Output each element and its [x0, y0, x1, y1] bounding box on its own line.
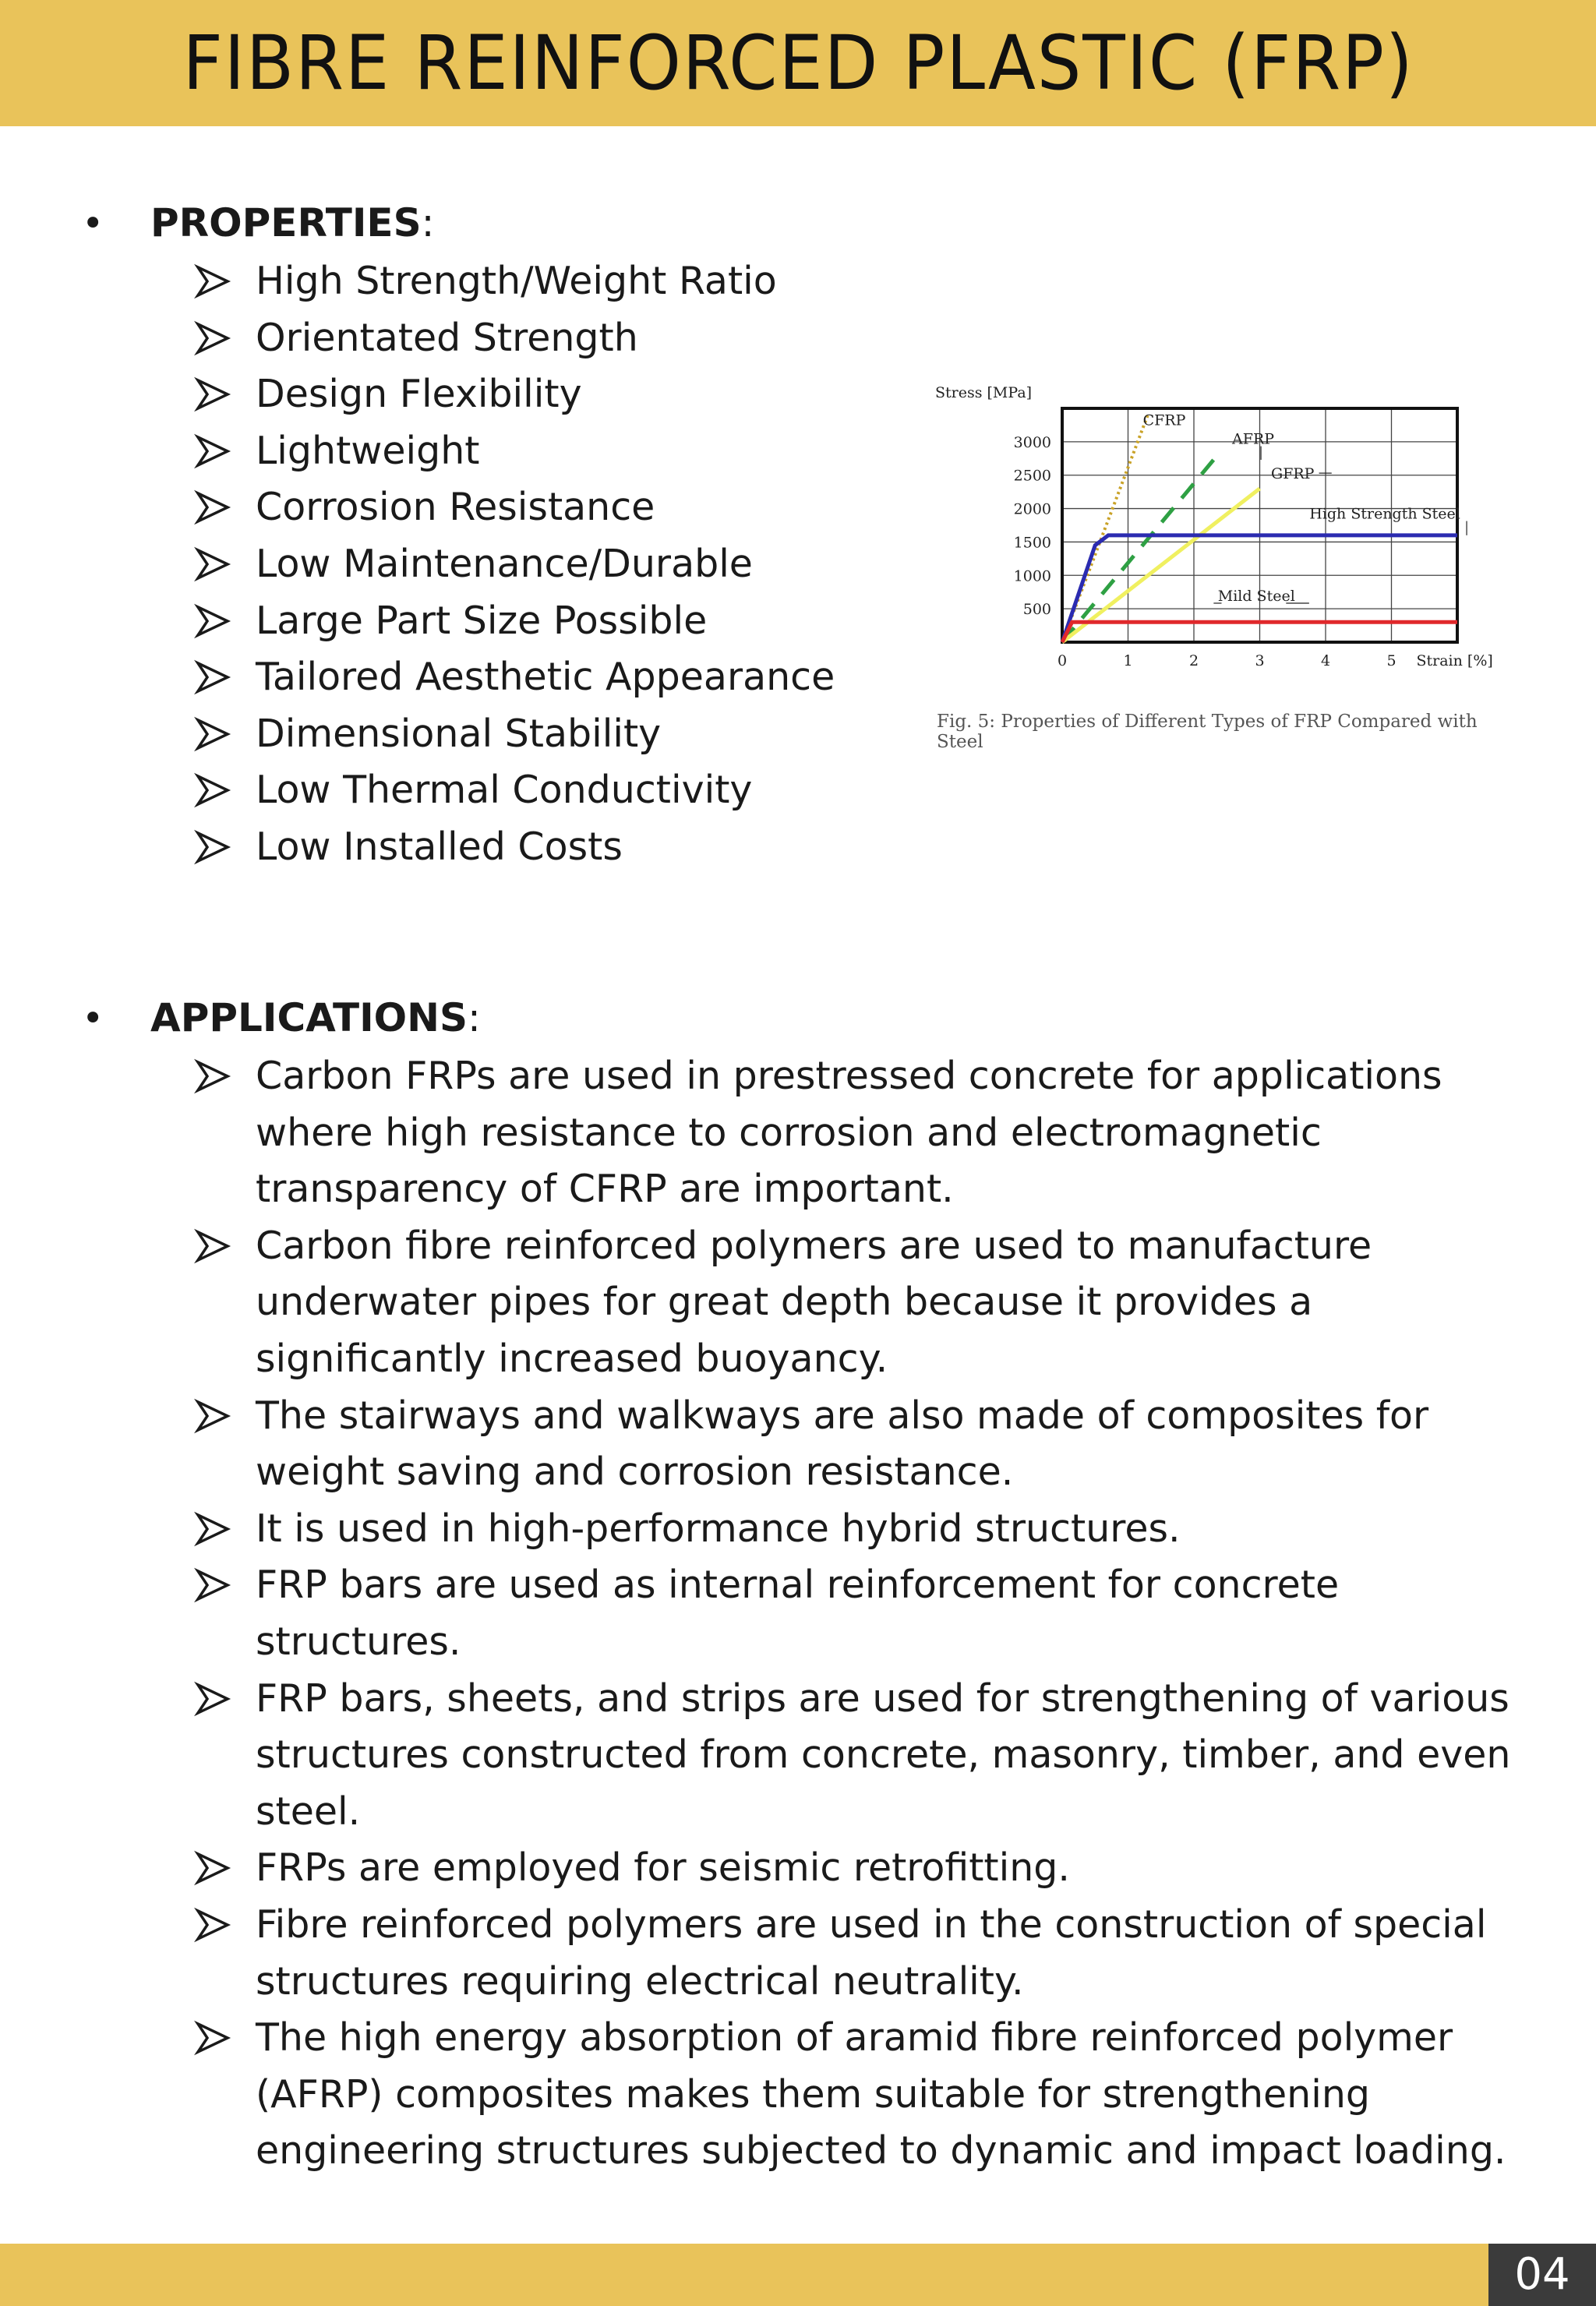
list-item-text: Fibre reinforced polymers are used in the construction of special structures requiring electrical neutrality. [256, 1902, 1487, 2004]
list-item-text: Low Installed Costs [256, 824, 623, 869]
arrow-bullet-icon [192, 1048, 238, 1104]
list-item-text: FRPs are employed for seismic retrofitting. [256, 1845, 1070, 1891]
list-item-text: High Strength/Weight Ratio [256, 259, 777, 303]
header-bar [0, 0, 1596, 126]
arrow-bullet-icon [192, 706, 238, 762]
x-tick-label: 3 [1255, 652, 1265, 669]
list-item [192, 706, 877, 763]
arrow-bullet-icon [192, 1557, 238, 1613]
arrow-bullet-icon [192, 366, 238, 422]
applications-list [192, 1048, 1532, 2180]
arrow-bullet-icon [192, 1501, 238, 1557]
series-annotation: High Strength Steel [1309, 505, 1460, 523]
list-item [192, 649, 877, 706]
x-axis-label: Strain [%] [1416, 652, 1493, 669]
list-item-text: Lightweight [256, 428, 480, 473]
y-axis-label: Stress [MPa] [935, 384, 1033, 401]
arrow-bullet-icon [192, 819, 238, 875]
arrow-bullet-icon [192, 1218, 238, 1274]
list-item [192, 1840, 1532, 1897]
y-tick-label: 1500 [1013, 534, 1051, 552]
arrow-bullet-icon [192, 593, 238, 649]
series-line-afrp [1062, 452, 1220, 642]
list-item [192, 1048, 1532, 1218]
list-item-text: The high energy absorption of aramid fibre reinforced polymer (AFRP) composites makes them suitable for strengthening engineering structures subjected to dynamic and impact loading. [256, 2015, 1506, 2174]
list-item [192, 1501, 1532, 1558]
applications-heading: • APPLICATIONS: [82, 990, 481, 1047]
list-item [192, 479, 877, 536]
x-tick-label: 5 [1386, 652, 1396, 669]
list-item-text: Large Part Size Possible [256, 598, 708, 643]
list-item-text: Dimensional Stability [256, 711, 662, 756]
series-annotation: AFRP [1232, 430, 1275, 448]
list-item-text: FRP bars, sheets, and strips are used for strengthening of various structures constructed from concrete, masonry, timber, and even steel. [256, 1676, 1511, 1834]
series-annotation: Mild Steel [1217, 588, 1295, 605]
list-item [192, 423, 877, 480]
x-tick-label: 0 [1057, 652, 1068, 669]
list-item [192, 1218, 1532, 1388]
x-tick-label: 2 [1188, 652, 1199, 669]
list-item [192, 1671, 1532, 1841]
list-item [192, 593, 877, 650]
y-tick-label: 3000 [1013, 433, 1051, 451]
list-item-text: Design Flexibility [256, 372, 582, 417]
bullet-icon: • [82, 997, 104, 1040]
list-item [192, 819, 877, 876]
arrow-bullet-icon [192, 310, 238, 366]
series-annotation: CFRP [1142, 411, 1186, 429]
arrow-bullet-icon [192, 1897, 238, 1953]
frp-figure [920, 374, 1527, 752]
arrow-bullet-icon [192, 2010, 238, 2066]
list-item [192, 253, 877, 310]
list-item-text: Low Thermal Conductivity [256, 768, 753, 813]
list-item [192, 762, 877, 819]
list-item [192, 1897, 1532, 2010]
properties-heading: • PROPERTIES: [82, 195, 434, 252]
list-item-text: Carbon FRPs are used in prestressed concrete for applications where high resistance to corrosion and electromagnetic transparency of CFRP are important. [256, 1054, 1442, 1212]
y-tick-label: 2500 [1013, 467, 1051, 485]
list-item-text: Carbon fibre reinforced polymers are used to manufacture underwater pipes for great depth because it provides a significantly increased buoyancy. [256, 1223, 1372, 1381]
arrow-bullet-icon [192, 1840, 238, 1896]
list-item-text: Corrosion Resistance [256, 485, 655, 530]
y-tick-label: 2000 [1013, 500, 1051, 518]
list-item-text: Tailored Aesthetic Appearance [256, 655, 835, 700]
bullet-icon: • [82, 202, 104, 245]
y-tick-label: 500 [1022, 601, 1051, 619]
footer-bar [0, 2244, 1596, 2306]
list-item-text: Low Maintenance/Durable [256, 541, 753, 586]
stress-strain-chart [920, 374, 1527, 748]
x-tick-label: 1 [1123, 652, 1133, 669]
arrow-bullet-icon [192, 1388, 238, 1444]
list-item-text: It is used in high-performance hybrid structures. [256, 1506, 1181, 1551]
list-item [192, 310, 877, 367]
list-item [192, 1388, 1532, 1501]
arrow-bullet-icon [192, 536, 238, 592]
arrow-bullet-icon [192, 479, 238, 535]
x-tick-label: 4 [1320, 652, 1331, 669]
arrow-bullet-icon [192, 423, 238, 479]
list-item-text: FRP bars are used as internal reinforcement for concrete structures. [256, 1563, 1340, 1664]
series-annotation: GFRP [1271, 465, 1315, 483]
list-item-text: The stairways and walkways are also made of composites for weight saving and corrosion resistance. [256, 1393, 1429, 1495]
figure-caption: Fig. 5: Properties of Different Types of FRP Compared with Steel [937, 712, 1478, 752]
y-tick-label: 1000 [1013, 567, 1051, 585]
arrow-bullet-icon [192, 1671, 238, 1727]
list-item [192, 366, 877, 423]
arrow-bullet-icon [192, 253, 238, 309]
list-item [192, 2010, 1532, 2180]
list-item [192, 1557, 1532, 1670]
arrow-bullet-icon [192, 762, 238, 818]
page-title: FIBRE REINFORCED PLASTIC (FRP) [182, 19, 1414, 107]
page-number: 04 [1488, 2244, 1596, 2306]
properties-list [192, 253, 877, 876]
arrow-bullet-icon [192, 649, 238, 705]
list-item-text: Orientated Strength [256, 315, 638, 360]
list-item [192, 536, 877, 593]
